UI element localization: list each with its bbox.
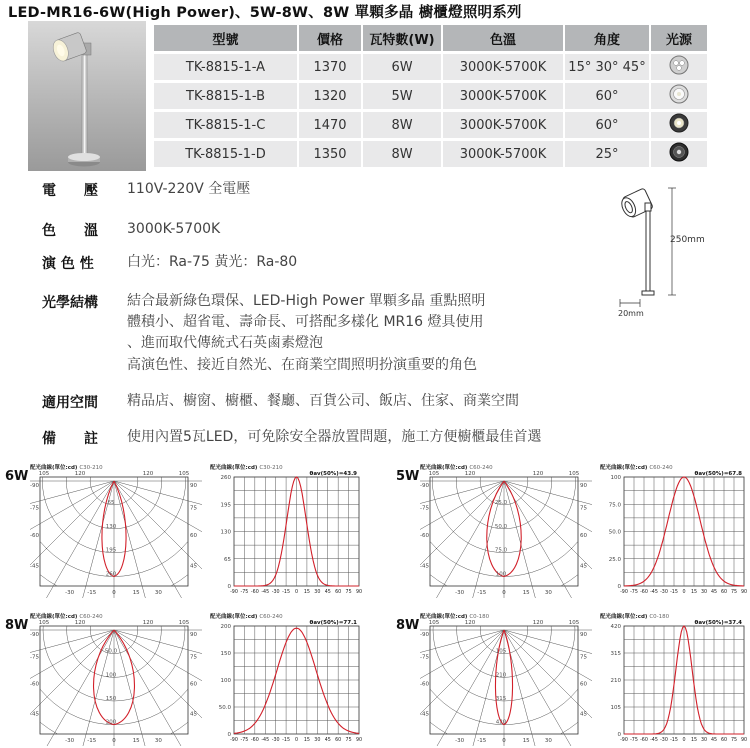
cell-light-source: [651, 141, 707, 167]
polar-radial-tick: 260: [105, 571, 117, 578]
polar-left-tick: -75: [30, 505, 39, 512]
polar-top-tick: 105: [428, 620, 440, 626]
y-tick-label: 105: [610, 705, 621, 711]
cell-angle: 25°: [565, 141, 651, 167]
polar-left-tick: -45: [30, 563, 39, 570]
chart-title: 配光曲線(單位:cd) C60-240: [420, 465, 493, 471]
polar-top-tick: 120: [74, 471, 86, 477]
polar-right-tick: 60: [580, 681, 587, 688]
polar-right-tick: 75: [190, 505, 197, 512]
y-tick-label: 150: [220, 651, 231, 657]
polar-bottom-tick: 15: [522, 738, 530, 744]
polar-top-tick: 120: [142, 471, 154, 477]
polar-bottom-tick: 30: [544, 738, 552, 744]
chart-title: 配光曲線(單位:cd) C60-240: [600, 465, 673, 471]
x-tick-label: -15: [282, 738, 291, 743]
x-tick-label: -30: [271, 738, 280, 743]
polar-right-tick: 75: [580, 505, 587, 512]
polar-left-tick: -75: [420, 505, 429, 512]
x-tick-label: 60: [335, 590, 342, 595]
x-tick-label: -45: [650, 590, 658, 595]
polar-top-tick: 105: [38, 620, 50, 626]
spec-value-color-temp: 3000K-5700K: [127, 221, 221, 237]
polar-left-tick: -75: [420, 654, 429, 661]
x-tick-label: 15: [690, 738, 698, 743]
spec-value-notes: 使用內置5瓦LED，可免除安全器放置問題，施工方便櫥櫃最佳首選: [127, 429, 542, 445]
spec-label-voltage: 電 壓: [42, 183, 98, 199]
polar-left-tick: -90: [30, 632, 39, 638]
x-tick-label: -60: [640, 738, 648, 743]
cell-wattage: 5W: [363, 83, 443, 109]
x-tick-label: 60: [335, 738, 342, 743]
polar-top-tick: 105: [178, 620, 190, 626]
polar-radial-tick: 50.0: [104, 648, 118, 655]
graph-group-label-8w-b: 8W: [396, 618, 420, 633]
x-tick-label: -60: [640, 590, 648, 595]
polar-right-tick: 45: [190, 563, 197, 570]
polar-radial-tick: 130: [105, 523, 117, 530]
polar-radial-tick: 100: [495, 571, 507, 578]
cell-model: TK-8815-1-B: [154, 83, 299, 109]
graph-group-label-8w-a: 8W: [5, 618, 29, 633]
y-tick-label: 50.0: [608, 529, 621, 536]
chart-subtitle: C30-210: [259, 465, 283, 471]
chart-title: 配光曲線(單位:cd) C30-210: [210, 465, 283, 471]
beam-angle-annotation: θav(50%)=67.8: [694, 471, 742, 477]
polar-chart-8w-c60: [30, 612, 202, 746]
x-tick-label: 0: [682, 738, 686, 743]
x-tick-label: -30: [660, 738, 668, 743]
polar-left-tick: -45: [420, 563, 429, 570]
x-tick-label: 60: [720, 738, 728, 743]
y-tick-label: 260: [220, 475, 231, 481]
polar-bottom-tick: 15: [522, 590, 530, 596]
beam-angle-annotation: θav(50%)=77.1: [309, 620, 357, 626]
polar-radial-tick: 50.0: [494, 523, 508, 530]
polar-bottom-tick: 0: [502, 590, 506, 596]
cell-light-source: [651, 54, 707, 80]
y-tick-label: 100: [220, 678, 231, 684]
x-tick-label: -45: [261, 590, 270, 595]
spec-value-optics-line-2: 體積小、超省電、壽命長、可搭配多樣化 MR16 燈具使用: [127, 314, 484, 330]
spec-label-notes: 備 註: [42, 431, 98, 447]
chart-title: 配光曲線(單位:cd) C60-240: [30, 614, 103, 620]
spec-table: [154, 22, 707, 170]
polar-left-tick: -75: [30, 654, 39, 661]
polar-right-tick: 90: [580, 632, 587, 638]
led-bulb-icon: [668, 112, 690, 134]
polar-radial-tick: 150: [105, 695, 117, 702]
line-chart-8w-c60: [210, 612, 365, 746]
polar-left-tick: -45: [420, 711, 429, 718]
y-tick-label: 50.0: [218, 705, 231, 711]
cell-model: TK-8815-1-A: [154, 54, 299, 80]
x-tick-label: 0: [294, 590, 299, 595]
cell-angle: 60°: [565, 112, 651, 138]
polar-right-tick: 60: [190, 681, 197, 688]
x-tick-label: 30: [700, 590, 708, 595]
polar-radial-tick: 75.0: [494, 547, 508, 554]
x-tick-label: 90: [355, 738, 363, 743]
polar-bottom-tick: -30: [455, 738, 465, 744]
polar-right-tick: 60: [190, 532, 197, 539]
polar-bottom-tick: -30: [455, 590, 465, 596]
y-tick-label: 65: [224, 556, 231, 563]
polar-chart-8w-c0: [420, 612, 592, 746]
polar-bottom-tick: 30: [544, 590, 552, 596]
y-tick-label: 420: [610, 624, 621, 630]
spec-label-color-temp: 色 溫: [42, 223, 98, 239]
x-tick-label: 60: [720, 590, 728, 595]
cell-color-temp: 3000K-5700K: [443, 112, 565, 138]
lamp-photo-image: [28, 21, 146, 171]
table-row: [154, 141, 707, 167]
polar-top-tick: 105: [38, 471, 50, 477]
cell-price: 1370: [299, 54, 363, 80]
polar-right-tick: 60: [580, 532, 587, 539]
x-tick-label: 30: [314, 590, 321, 595]
y-tick-label: 25.0: [608, 556, 621, 563]
x-tick-label: 45: [710, 738, 718, 743]
table-row: [154, 54, 707, 80]
polar-chart-5w: [420, 463, 592, 598]
chart-subtitle: C60-240: [259, 614, 283, 620]
cell-price: 1350: [299, 141, 363, 167]
led-bulb-icon: [668, 54, 690, 76]
polar-left-tick: -60: [420, 532, 429, 539]
x-tick-label: -90: [230, 590, 238, 595]
dimension-height-label: 250mm: [670, 235, 705, 245]
polar-right-tick: 90: [190, 632, 197, 638]
product-photo: [28, 21, 146, 171]
spec-label-cri: 演 色 性: [42, 256, 94, 272]
polar-radial-tick: 195: [105, 547, 117, 554]
spec-value-optics-line-3: 、進而取代傳統式石英鹵素燈泡: [127, 335, 323, 351]
line-chart-8w-c0: [600, 612, 750, 746]
x-tick-label: 0: [294, 738, 299, 743]
polar-left-tick: -90: [30, 483, 39, 489]
spec-label-applications: 適用空間: [42, 395, 98, 411]
polar-bottom-tick: -30: [65, 590, 75, 596]
graph-group-label-5w: 5W: [396, 469, 420, 484]
polar-bottom-tick: 15: [132, 738, 140, 744]
header-light-source: 光源: [651, 25, 707, 51]
x-tick-label: -60: [250, 590, 259, 595]
x-tick-label: -15: [670, 738, 678, 743]
y-tick-label: 315: [610, 651, 621, 657]
polar-bottom-tick: 30: [154, 738, 162, 744]
x-tick-label: 30: [314, 738, 321, 743]
polar-right-tick: 75: [580, 654, 587, 661]
polar-left-tick: -90: [420, 632, 429, 638]
x-tick-label: 45: [324, 738, 331, 743]
polar-bottom-tick: -15: [477, 590, 487, 596]
x-tick-label: -90: [620, 590, 628, 595]
cell-color-temp: 3000K-5700K: [443, 83, 565, 109]
table-header-row: [154, 25, 707, 51]
chart-subtitle: C60-240: [649, 465, 673, 471]
dimension-width-label: 20mm: [618, 309, 644, 318]
polar-top-tick: 105: [178, 471, 190, 477]
beam-angle-annotation: θav(50%)=43.9: [309, 471, 357, 477]
chart-subtitle: C30-210: [79, 465, 103, 471]
cell-wattage: 8W: [363, 141, 443, 167]
x-tick-label: 75: [345, 590, 352, 595]
polar-right-tick: 45: [580, 563, 587, 570]
spec-value-applications: 精品店、櫥窗、櫥櫃、餐廳、百貨公司、飯店、住家、商業空間: [127, 393, 519, 409]
polar-top-tick: 120: [74, 620, 86, 626]
dimension-drawing: [612, 183, 742, 323]
polar-left-tick: -60: [30, 532, 39, 539]
polar-bottom-tick: -15: [477, 738, 487, 744]
table-row: [154, 112, 707, 138]
x-tick-label: 0: [682, 590, 686, 595]
x-tick-label: -45: [261, 738, 270, 743]
x-tick-label: -30: [271, 590, 280, 595]
chart-subtitle: C0-180: [469, 614, 490, 620]
beam-angle-annotation: θav(50%)=37.4: [694, 620, 742, 626]
graph-group-label-6w: 6W: [5, 469, 29, 484]
x-tick-label: 75: [730, 590, 738, 595]
cell-light-source: [651, 112, 707, 138]
x-tick-label: -30: [660, 590, 668, 595]
line-chart-5w: [600, 463, 750, 598]
x-tick-label: -75: [630, 590, 638, 595]
y-tick-label: 195: [220, 502, 231, 509]
polar-bottom-tick: -30: [65, 738, 75, 744]
x-tick-label: -75: [240, 738, 249, 743]
x-tick-label: 15: [303, 738, 310, 743]
cell-wattage: 6W: [363, 54, 443, 80]
cell-angle: 15° 30° 45°: [565, 54, 651, 80]
x-tick-label: -75: [240, 590, 249, 595]
table-row: [154, 83, 707, 109]
chart-title: 配光曲線(單位:cd) C0-180: [600, 614, 670, 620]
y-tick-label: 0: [617, 732, 621, 738]
polar-bottom-tick: 0: [502, 738, 506, 744]
cell-price: 1470: [299, 112, 363, 138]
polar-top-tick: 105: [568, 620, 580, 626]
polar-radial-tick: 200: [105, 719, 117, 726]
cell-color-temp: 3000K-5700K: [443, 54, 565, 80]
x-tick-label: 90: [355, 590, 363, 595]
polar-top-tick: 120: [142, 620, 154, 626]
y-tick-label: 0: [617, 584, 621, 590]
cell-angle: 60°: [565, 83, 651, 109]
header-model: 型號: [154, 25, 299, 51]
x-tick-label: -15: [282, 590, 291, 595]
cell-wattage: 8W: [363, 112, 443, 138]
spec-value-cri: 白光：Ra-75 黃光：Ra-80: [127, 254, 298, 270]
y-tick-label: 75.0: [608, 502, 621, 509]
polar-right-tick: 90: [190, 483, 197, 489]
y-tick-label: 130: [220, 529, 231, 536]
polar-radial-tick: 210: [495, 672, 507, 679]
polar-left-tick: -45: [30, 711, 39, 718]
cell-price: 1320: [299, 83, 363, 109]
chart-title: 配光曲線(單位:cd) C0-180: [420, 614, 490, 620]
x-tick-label: 90: [740, 590, 748, 595]
polar-top-tick: 120: [532, 620, 544, 626]
chart-subtitle: C60-240: [469, 465, 493, 471]
x-tick-label: -60: [250, 738, 259, 743]
y-tick-label: 210: [610, 678, 621, 684]
cell-color-temp: 3000K-5700K: [443, 141, 565, 167]
polar-top-tick: 105: [568, 471, 580, 477]
led-bulb-icon: [668, 141, 690, 163]
y-tick-label: 0: [227, 732, 231, 738]
polar-radial-tick: 100: [105, 672, 117, 679]
polar-left-tick: -60: [30, 681, 39, 688]
polar-radial-tick: 420: [495, 719, 507, 726]
spec-value-optics-line-1: 結合最新綠色環保、LED-High Power 單顆多晶 重點照明: [127, 293, 486, 309]
chart-title: 配光曲線(單位:cd) C30-210: [30, 465, 103, 471]
polar-bottom-tick: -15: [87, 590, 97, 596]
x-tick-label: 75: [730, 738, 738, 743]
chart-subtitle: C60-240: [79, 614, 103, 620]
spec-value-optics-line-4: 高演色性、接近自然光、在商業空間照明扮演重要的角色: [127, 357, 477, 373]
y-tick-label: 200: [220, 624, 231, 630]
x-tick-label: -45: [650, 738, 658, 743]
polar-bottom-tick: 0: [112, 590, 116, 596]
spec-value-voltage: 110V-220V 全電壓: [127, 181, 251, 197]
polar-right-tick: 90: [580, 483, 587, 489]
polar-radial-tick: 65: [107, 499, 115, 506]
x-tick-label: 45: [324, 590, 331, 595]
polar-radial-tick: 105: [495, 648, 507, 655]
polar-radial-tick: 25.0: [494, 499, 508, 506]
x-tick-label: -90: [230, 738, 238, 743]
polar-bottom-tick: 15: [132, 590, 140, 596]
x-tick-label: 90: [740, 738, 748, 743]
x-tick-label: 45: [710, 590, 718, 595]
polar-chart-6w: [30, 463, 202, 598]
header-angle: 角度: [565, 25, 651, 51]
y-tick-label: 100: [610, 475, 621, 481]
polar-top-tick: 120: [464, 471, 476, 477]
polar-radial-tick: 315: [495, 695, 507, 702]
x-tick-label: -90: [620, 738, 628, 743]
header-wattage: 瓦特數(W): [363, 25, 443, 51]
header-color-temp: 色溫: [443, 25, 565, 51]
polar-right-tick: 45: [190, 711, 197, 718]
polar-right-tick: 45: [580, 711, 587, 718]
polar-top-tick: 120: [532, 471, 544, 477]
x-tick-label: 30: [700, 738, 708, 743]
polar-top-tick: 120: [464, 620, 476, 626]
chart-title: 配光曲線(單位:cd) C60-240: [210, 614, 283, 620]
polar-left-tick: -90: [420, 483, 429, 489]
header-price: 價格: [299, 25, 363, 51]
led-bulb-icon: [668, 83, 690, 105]
x-tick-label: -75: [630, 738, 638, 743]
polar-right-tick: 75: [190, 654, 197, 661]
page-title: LED-MR16-6W(High Power)、5W-8W、8W 單顆多晶 櫥櫃燈照明系列: [8, 5, 522, 21]
cell-model: TK-8815-1-C: [154, 112, 299, 138]
x-tick-label: 15: [690, 590, 698, 595]
x-tick-label: 15: [303, 590, 310, 595]
line-chart-6w: [210, 463, 365, 598]
chart-subtitle: C0-180: [649, 614, 670, 620]
polar-bottom-tick: -15: [87, 738, 97, 744]
x-tick-label: -15: [670, 590, 678, 595]
spec-label-optics: 光學結構: [42, 295, 98, 311]
x-tick-label: 75: [345, 738, 352, 743]
polar-top-tick: 105: [428, 471, 440, 477]
y-tick-label: 0: [227, 584, 231, 590]
polar-left-tick: -60: [420, 681, 429, 688]
polar-bottom-tick: 30: [154, 590, 162, 596]
cell-light-source: [651, 83, 707, 109]
polar-bottom-tick: 0: [112, 738, 116, 744]
cell-model: TK-8815-1-D: [154, 141, 299, 167]
